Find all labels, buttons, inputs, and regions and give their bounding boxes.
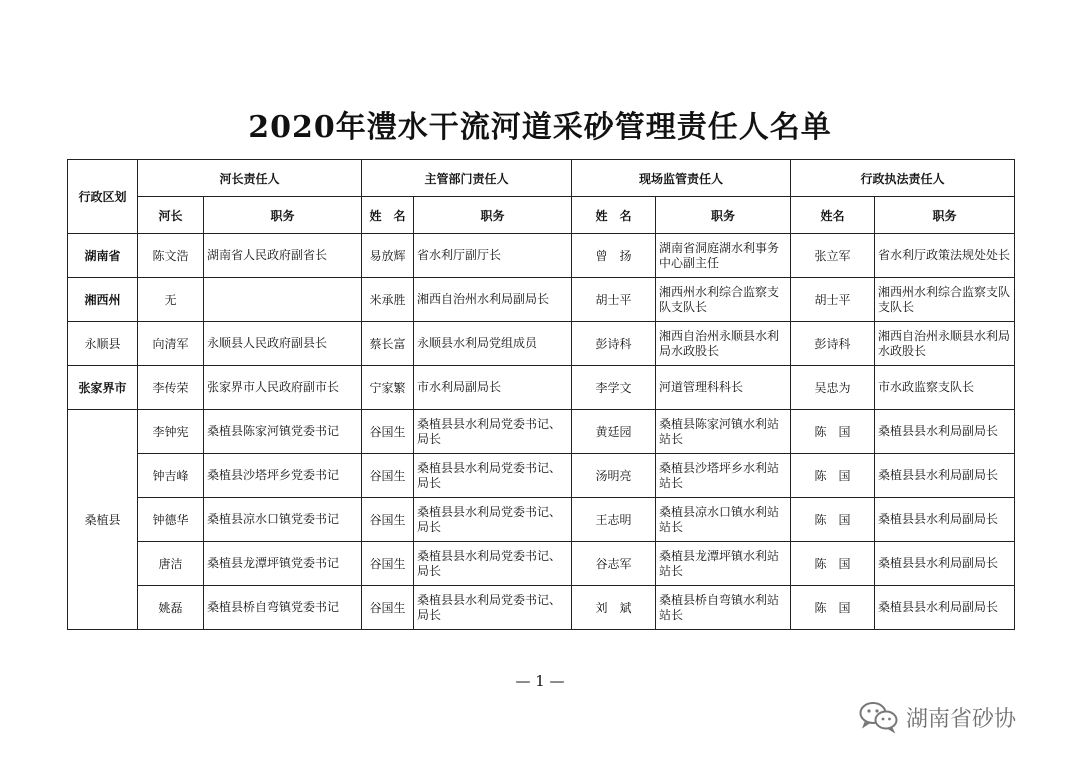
river-chief-name: 唐洁 [138, 542, 204, 586]
table-row [68, 278, 1015, 322]
header-row-columns [68, 197, 1015, 234]
dept-name: 米承胜 [362, 278, 414, 322]
law-duty: 市水政监察支队长 [875, 366, 1015, 410]
dept-name: 宁家繁 [362, 366, 414, 410]
site-name: 李学文 [572, 366, 656, 410]
site-duty: 河道管理科科长 [656, 366, 791, 410]
river-chief-name: 向清军 [138, 322, 204, 366]
river-chief-name: 钟吉峰 [138, 454, 204, 498]
river-chief-name: 无 [138, 278, 204, 322]
page-number: — 1 — [515, 672, 565, 690]
site-name: 汤明亮 [572, 454, 656, 498]
header-group-dept: 主管部门责任人 [362, 160, 572, 197]
responsibility-table [67, 159, 1015, 630]
law-name: 陈 国 [791, 454, 875, 498]
header-group-site: 现场监管责任人 [572, 160, 791, 197]
river-chief-name: 陈文浩 [138, 234, 204, 278]
site-duty: 桑植县陈家河镇水利站站长 [656, 410, 791, 454]
region-cell: 桑植县 [68, 410, 138, 630]
header-region: 行政区划 [68, 160, 138, 234]
header-law-name: 姓名 [791, 197, 875, 234]
dept-name: 谷国生 [362, 454, 414, 498]
document-title: 2020年澧水干流河道采砂管理责任人名单 [248, 110, 832, 145]
river-chief-duty: 永顺县人民政府副县长 [204, 322, 362, 366]
river-chief-name: 李传荣 [138, 366, 204, 410]
dept-name: 谷国生 [362, 542, 414, 586]
site-duty: 桑植县沙塔坪乡水利站站长 [656, 454, 791, 498]
header-group-river: 河长责任人 [138, 160, 362, 197]
dept-duty: 桑植县县水利局党委书记、局长 [414, 454, 572, 498]
dept-duty: 桑植县县水利局党委书记、局长 [414, 586, 572, 630]
river-chief-name: 姚磊 [138, 586, 204, 630]
site-name: 胡士平 [572, 278, 656, 322]
dept-duty: 桑植县县水利局党委书记、局长 [414, 542, 572, 586]
region-cell: 永顺县 [68, 322, 138, 366]
law-duty: 桑植县县水利局副局长 [875, 410, 1015, 454]
wechat-icon [858, 700, 900, 734]
dept-name: 谷国生 [362, 498, 414, 542]
header-group-law: 行政执法责任人 [791, 160, 1015, 197]
law-name: 陈 国 [791, 410, 875, 454]
header-site-name: 姓 名 [572, 197, 656, 234]
site-name: 王志明 [572, 498, 656, 542]
header-river-chief: 河长 [138, 197, 204, 234]
dept-duty: 市水利局副局长 [414, 366, 572, 410]
site-duty: 湘西州水利综合监察支队支队长 [656, 278, 791, 322]
region-cell: 湖南省 [68, 234, 138, 278]
law-duty: 桑植县县水利局副局长 [875, 498, 1015, 542]
dept-duty: 永顺县水利局党组成员 [414, 322, 572, 366]
table-row [68, 366, 1015, 410]
site-duty: 湘西自治州永顺县水利局水政股长 [656, 322, 791, 366]
law-duty: 湘西自治州永顺县水利局水政股长 [875, 322, 1015, 366]
header-dept-name: 姓 名 [362, 197, 414, 234]
header-river-duty: 职务 [204, 197, 362, 234]
table-row [68, 234, 1015, 278]
table-row [68, 542, 1015, 586]
law-duty: 省水利厅政策法规处处长 [875, 234, 1015, 278]
river-chief-duty: 桑植县陈家河镇党委书记 [204, 410, 362, 454]
dept-duty: 桑植县县水利局党委书记、局长 [414, 410, 572, 454]
site-name: 曾 扬 [572, 234, 656, 278]
river-chief-duty: 桑植县龙潭坪镇党委书记 [204, 542, 362, 586]
dept-duty: 桑植县县水利局党委书记、局长 [414, 498, 572, 542]
table-row [68, 410, 1015, 454]
header-dept-duty: 职务 [414, 197, 572, 234]
table-row [68, 454, 1015, 498]
header-site-duty: 职务 [656, 197, 791, 234]
table-row [68, 322, 1015, 366]
law-duty: 桑植县县水利局副局长 [875, 542, 1015, 586]
site-duty: 桑植县桥自弯镇水利站站长 [656, 586, 791, 630]
dept-name: 谷国生 [362, 410, 414, 454]
watermark [858, 700, 1016, 734]
river-chief-duty [204, 278, 362, 322]
region-cell: 湘西州 [68, 278, 138, 322]
river-chief-duty: 桑植县凉水口镇党委书记 [204, 498, 362, 542]
river-chief-name: 钟德华 [138, 498, 204, 542]
region-cell: 张家界市 [68, 366, 138, 410]
river-chief-duty: 桑植县沙塔坪乡党委书记 [204, 454, 362, 498]
law-duty: 桑植县县水利局副局长 [875, 586, 1015, 630]
dept-duty: 省水利厅副厅长 [414, 234, 572, 278]
law-duty: 湘西州水利综合监察支队支队长 [875, 278, 1015, 322]
river-chief-duty: 张家界市人民政府副市长 [204, 366, 362, 410]
river-chief-name: 李钟宪 [138, 410, 204, 454]
law-name: 吴忠为 [791, 366, 875, 410]
site-name: 刘 斌 [572, 586, 656, 630]
site-duty: 湖南省洞庭湖水利事务中心副主任 [656, 234, 791, 278]
law-name: 胡士平 [791, 278, 875, 322]
site-duty: 桑植县龙潭坪镇水利站站长 [656, 542, 791, 586]
dept-name: 易放辉 [362, 234, 414, 278]
river-chief-duty: 湖南省人民政府副省长 [204, 234, 362, 278]
law-duty: 桑植县县水利局副局长 [875, 454, 1015, 498]
law-name: 张立军 [791, 234, 875, 278]
law-name: 彭诗科 [791, 322, 875, 366]
dept-name: 谷国生 [362, 586, 414, 630]
site-name: 谷志军 [572, 542, 656, 586]
dept-duty: 湘西自治州水利局副局长 [414, 278, 572, 322]
table-row [68, 586, 1015, 630]
law-name: 陈 国 [791, 498, 875, 542]
header-law-duty: 职务 [875, 197, 1015, 234]
header-row-groups [68, 160, 1015, 197]
river-chief-duty: 桑植县桥自弯镇党委书记 [204, 586, 362, 630]
site-name: 彭诗科 [572, 322, 656, 366]
watermark-text: 湖南省砂协 [906, 706, 1017, 732]
law-name: 陈 国 [791, 542, 875, 586]
site-name: 黄廷园 [572, 410, 656, 454]
site-duty: 桑植县凉水口镇水利站站长 [656, 498, 791, 542]
table-row [68, 498, 1015, 542]
law-name: 陈 国 [791, 586, 875, 630]
dept-name: 蔡长富 [362, 322, 414, 366]
